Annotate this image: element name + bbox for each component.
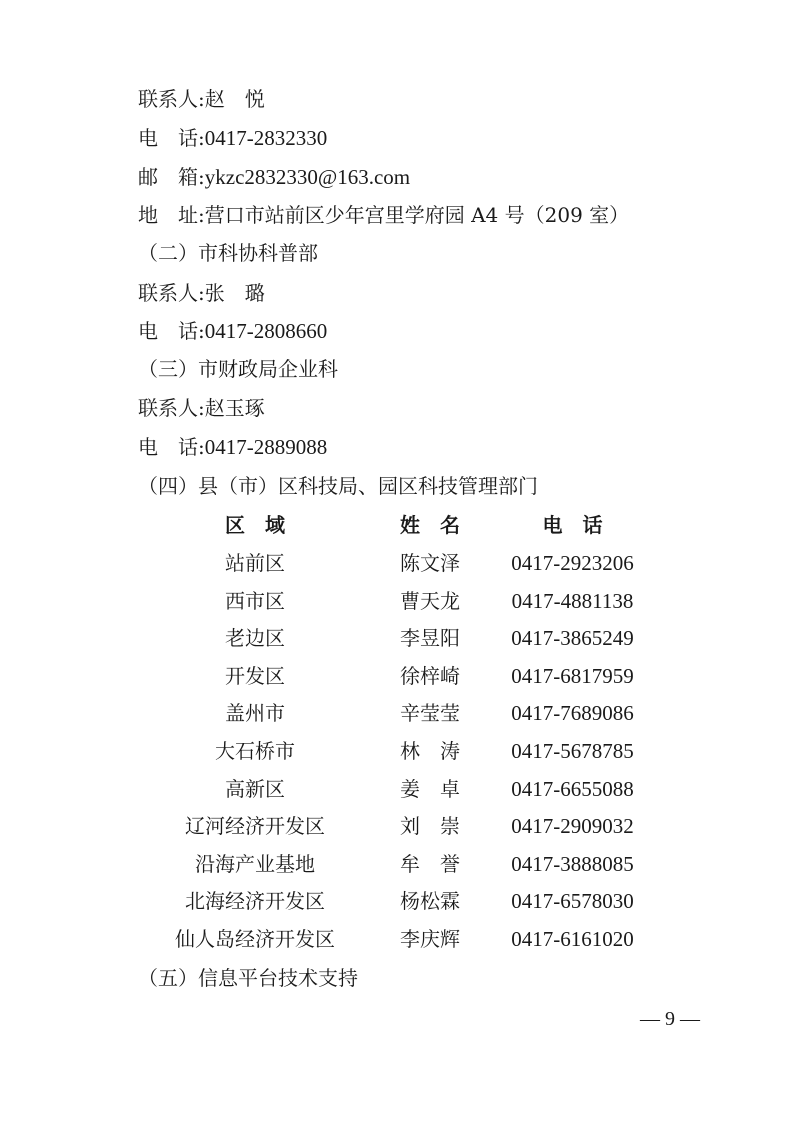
cell-phone: 0417-4881138 [511,589,634,613]
contact-name: 张 璐 [204,281,265,305]
page-number: — 9 — [640,1008,700,1030]
cell-name: 陈文泽 [400,551,460,575]
cell-area: 沿海产业基地 [195,852,315,876]
cell-area: 大石桥市 [215,739,295,763]
section1-email-line [138,164,410,190]
cell-phone: 0417-7689086 [511,701,634,725]
cell-name: 辛莹莹 [400,701,460,725]
section2-contact-line [138,280,265,306]
table-row [0,549,794,577]
cell-phone: 0417-2909032 [511,814,634,838]
phone-label: 电 话: [138,126,205,150]
cell-area: 老边区 [225,626,285,650]
cell-name: 李庆辉 [400,927,460,951]
section5-heading: （五）信息平台技术支持 [138,966,358,990]
header-phone: 电 话 [542,513,603,537]
table-row [0,850,794,878]
contacts-table-header [0,511,794,539]
cell-area: 盖州市 [225,701,285,725]
cell-name: 徐梓崎 [400,664,460,688]
cell-phone: 0417-3865249 [511,626,634,650]
header-name: 姓 名 [400,513,460,537]
phone-label: 电 话: [138,435,205,459]
table-row [0,624,794,652]
cell-name: 曹天龙 [400,589,460,613]
cell-phone: 0417-2923206 [511,551,634,575]
cell-phone: 0417-5678785 [511,739,634,763]
cell-area: 辽河经济开发区 [185,814,325,838]
section3-contact-line [138,395,265,421]
phone-value: 0417-2889088 [204,435,328,459]
table-row [0,737,794,765]
cell-area: 开发区 [225,664,285,688]
address-label: 地 址: [138,203,205,227]
phone-value: 0417-2808660 [204,319,328,343]
cell-phone: 0417-6655088 [511,777,634,801]
contact-label: 联系人: [138,396,205,420]
cell-area: 西市区 [225,589,285,613]
address-value: 营口市站前区少年宫里学府园 A4 号（209 室） [204,203,630,227]
section4-heading: （四）县（市）区科技局、园区科技管理部门 [138,474,538,498]
table-row [0,699,794,727]
cell-phone: 0417-6161020 [511,927,634,951]
cell-phone: 0417-3888085 [511,852,634,876]
cell-name: 林 涛 [400,739,460,763]
phone-label: 电 话: [138,319,205,343]
section1-phone-line [138,125,327,151]
section2-heading: （二）市科协科普部 [138,241,318,265]
header-area: 区 域 [225,513,285,537]
contact-name: 赵玉琢 [204,396,265,420]
cell-name: 杨松霖 [400,889,460,913]
table-row [0,587,794,615]
cell-name: 刘 崇 [400,814,460,838]
cell-area: 仙人岛经济开发区 [175,927,335,951]
section1-contact-line [138,86,265,112]
email-value: ykzc2832330@163.com [204,165,411,189]
cell-name: 李昱阳 [400,626,460,650]
section3-phone-line [138,434,327,460]
contact-label: 联系人: [138,87,205,111]
cell-phone: 0417-6578030 [511,889,634,913]
cell-area: 高新区 [225,777,285,801]
table-row [0,662,794,690]
cell-phone: 0417-6817959 [511,664,634,688]
section2-phone-line [138,318,327,344]
cell-name: 姜 卓 [400,777,460,801]
contact-label: 联系人: [138,281,205,305]
section3-heading: （三）市财政局企业科 [138,357,338,381]
email-label: 邮 箱: [138,165,205,189]
contact-name: 赵 悦 [204,87,265,111]
table-row [0,812,794,840]
cell-name: 牟 誉 [400,852,460,876]
table-row [0,887,794,915]
cell-area: 北海经济开发区 [185,889,325,913]
table-row [0,925,794,953]
phone-value: 0417-2832330 [204,126,328,150]
cell-area: 站前区 [225,551,285,575]
section1-address-line [138,202,629,228]
table-row [0,775,794,803]
